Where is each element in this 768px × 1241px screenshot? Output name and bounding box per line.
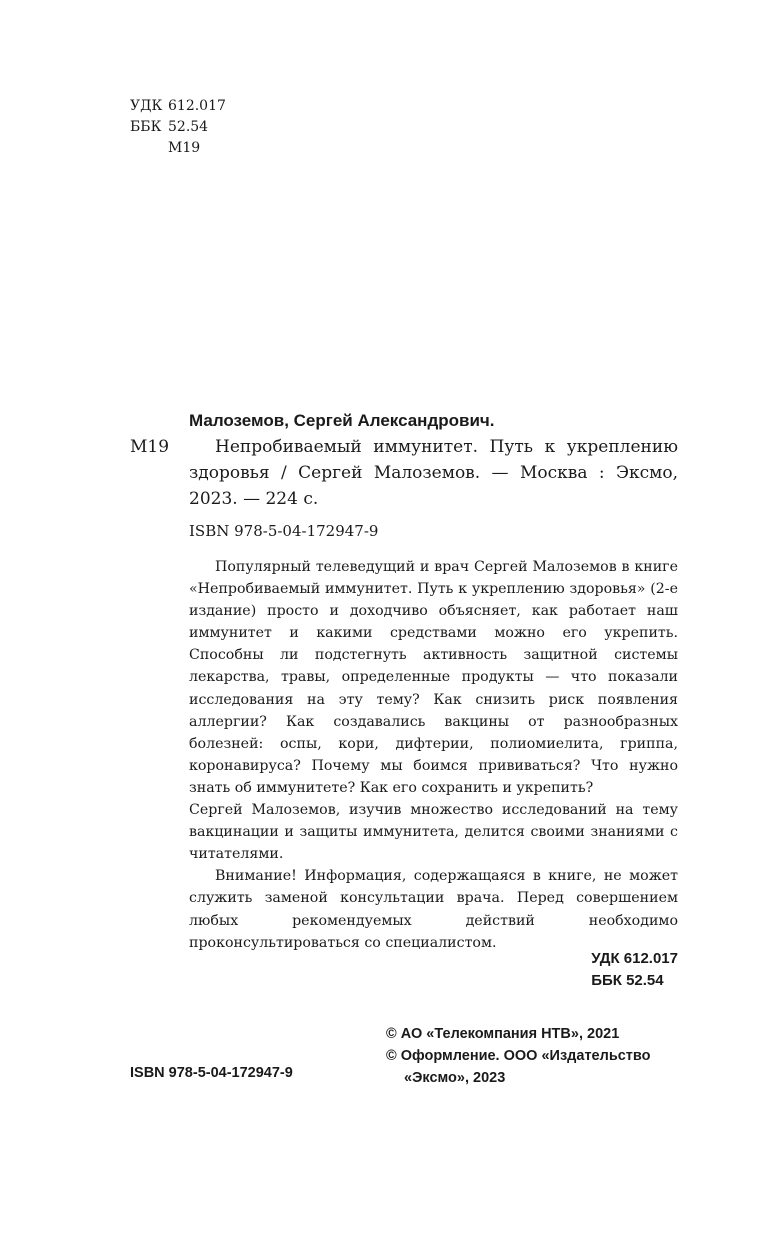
copyright-line-1: © АО «Телекомпания НТВ», 2021 [386, 1026, 620, 1042]
bbk-label: ББК [130, 119, 162, 135]
annotation-paragraph-2: Сергей Малоземов, изучив множество исследований на тему вакцинации и защиты иммунитета, делится своими знаниями с читателями. [189, 802, 678, 863]
udk-code-row [130, 96, 226, 117]
udk-bottom: УДК 612.017 [591, 950, 678, 967]
annotation-paragraph-1: Популярный телеведущий и врач Сергей Малоземов в книге «Непробиваемый иммунитет. Путь к укреплению здоровья» (2-е издание) просто и доходчиво объясняет, как работает наш иммунитет и какими средствами можно его укрепить. Способны ли подстегнуть активность защитной системы лекарства, травы, определенные продукты — что показали исследования на эту тему? Как снизить риск появления аллергии? Как создавались вакцины от разнообразных болезней: оспы, кори, дифтерии, полиомиелита, гриппа, коронавируса? Почему мы боимся прививаться? Что нужно знать об иммунитете? Как его сохранить и укрепить? [189, 559, 678, 796]
bottom-classification-codes [591, 948, 678, 992]
bbk-value: 52.54 [168, 119, 209, 135]
bbk-code-row [130, 117, 226, 138]
bibliographic-description [130, 434, 678, 512]
top-classification-codes [130, 96, 226, 159]
bibliographic-entry [130, 408, 678, 512]
author-mark-top: М19 [168, 140, 201, 156]
description-text: Непробиваемый иммунитет. Путь к укреплению здоровья / Сергей Малоземов. — Москва : Эксмо, 2023. — 224 с. [189, 437, 678, 509]
bbk-bottom: ББК 52.54 [591, 972, 664, 989]
udk-value: 612.017 [168, 98, 226, 114]
annotation-paragraph-3: Внимание! Информация, содержащаяся в книге, не может служить заменой консультации врача. Перед совершением любых рекомендуемых действий необходимо проконсультироваться со специалистом. [189, 868, 678, 951]
isbn-inline: ISBN 978-5-04-172947-9 [189, 522, 379, 540]
author-heading: Малоземов, Сергей Александрович. [189, 411, 495, 430]
udk-label: УДК [130, 98, 163, 114]
copyright-line-2: © Оформление. ООО «Издательство [386, 1048, 651, 1064]
author-mark: М19 [130, 437, 170, 457]
isbn-bottom: ISBN 978-5-04-172947-9 [130, 1065, 293, 1081]
copyright-block [386, 1023, 686, 1089]
copyright-line-3: «Эксмо», 2023 [404, 1070, 506, 1086]
annotation [189, 556, 678, 954]
